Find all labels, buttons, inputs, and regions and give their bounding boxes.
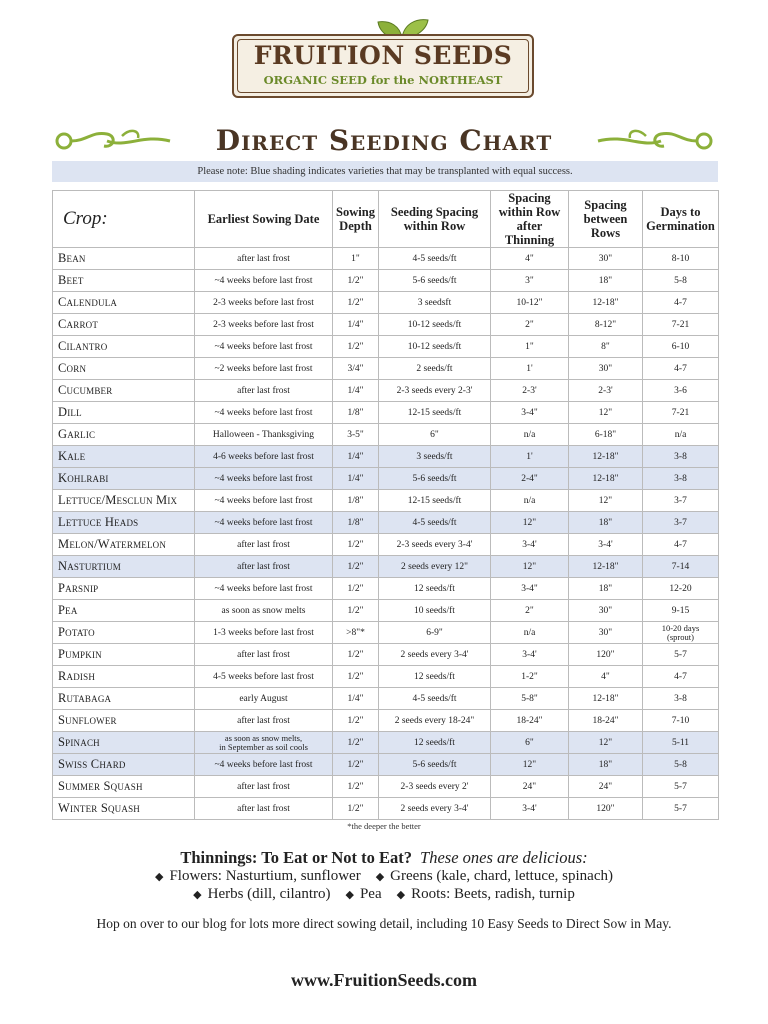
- table-row: [53, 270, 719, 292]
- thinnings-subtitle: These ones are delicious:: [420, 848, 588, 867]
- cell-depth: 1/4": [333, 468, 379, 490]
- seeding-table: [52, 190, 719, 820]
- cell-seeding-spacing: 2 seeds every 12": [379, 556, 491, 578]
- cell-row-spacing: 12-18": [569, 292, 643, 314]
- cell-thinning-spacing: 3-4': [491, 534, 569, 556]
- cell-seeding-spacing: 12 seeds/ft: [379, 578, 491, 600]
- cell-earliest-date: after last frost: [195, 380, 333, 402]
- cell-depth: 1/2": [333, 710, 379, 732]
- cell-germination-days: 12-20: [643, 578, 719, 600]
- cell-germination-days: 7-10: [643, 710, 719, 732]
- cell-seeding-spacing: 12-15 seeds/ft: [379, 490, 491, 512]
- cell-row-spacing: 120": [569, 644, 643, 666]
- cell-crop: Radish: [53, 666, 195, 688]
- cell-germination-days: 9-15: [643, 600, 719, 622]
- cell-depth: 1/2": [333, 776, 379, 798]
- cell-germination-days: 4-7: [643, 666, 719, 688]
- cell-thinning-spacing: 2": [491, 314, 569, 336]
- cell-thinning-spacing: n/a: [491, 622, 569, 644]
- thinnings-flowers: Flowers: Nasturtium, sunflower: [169, 868, 361, 884]
- cell-depth: 1/4": [333, 688, 379, 710]
- table-row: [53, 446, 719, 468]
- cell-depth: 1/4": [333, 380, 379, 402]
- cell-earliest-date: after last frost: [195, 248, 333, 270]
- cell-row-spacing: 12-18": [569, 446, 643, 468]
- cell-row-spacing: 3-4': [569, 534, 643, 556]
- cell-earliest-date: 2-3 weeks before last frost: [195, 292, 333, 314]
- cell-seeding-spacing: 4-5 seeds/ft: [379, 512, 491, 534]
- cell-crop: Pumpkin: [53, 644, 195, 666]
- cell-thinning-spacing: 12": [491, 754, 569, 776]
- cell-row-spacing: 18": [569, 512, 643, 534]
- cell-depth: 3/4": [333, 358, 379, 380]
- table-row: [53, 600, 719, 622]
- cell-thinning-spacing: 24": [491, 776, 569, 798]
- cell-row-spacing: 12-18": [569, 688, 643, 710]
- cell-thinning-spacing: 1': [491, 446, 569, 468]
- diamond-bullet-icon: ◆: [345, 889, 354, 901]
- cell-depth: 1": [333, 248, 379, 270]
- cell-thinning-spacing: 6": [491, 732, 569, 754]
- cell-crop: Corn: [53, 358, 195, 380]
- cell-depth: >8"*: [333, 622, 379, 644]
- cell-germination-days: 3-8: [643, 446, 719, 468]
- cell-seeding-spacing: 6": [379, 424, 491, 446]
- cell-row-spacing: 30": [569, 248, 643, 270]
- cell-crop: Winter Squash: [53, 798, 195, 820]
- cell-germination-days: 7-21: [643, 314, 719, 336]
- cell-seeding-spacing: 2 seeds every 3-4': [379, 798, 491, 820]
- cell-germination-days: n/a: [643, 424, 719, 446]
- table-row: [53, 798, 719, 820]
- cell-germination-days: 3-8: [643, 688, 719, 710]
- header-rows: Spacing between Rows: [569, 191, 643, 248]
- table-row: [53, 754, 719, 776]
- cell-earliest-date: ~2 weeks before last frost: [195, 358, 333, 380]
- cell-thinning-spacing: 1-2": [491, 666, 569, 688]
- thinnings-line-2: [0, 886, 768, 903]
- cell-seeding-spacing: 2 seeds every 18-24": [379, 710, 491, 732]
- cell-row-spacing: 12-18": [569, 468, 643, 490]
- table-row: [53, 776, 719, 798]
- cell-row-spacing: 12": [569, 490, 643, 512]
- cell-depth: 3-5": [333, 424, 379, 446]
- cell-crop: Rutabaga: [53, 688, 195, 710]
- table-row: [53, 732, 719, 754]
- brand-logo: [232, 18, 534, 98]
- cell-seeding-spacing: 5-6 seeds/ft: [379, 754, 491, 776]
- cell-row-spacing: 18": [569, 270, 643, 292]
- cell-germination-days: 4-7: [643, 358, 719, 380]
- cell-earliest-date: ~4 weeks before last frost: [195, 468, 333, 490]
- footnote: *the deeper the better: [347, 821, 421, 831]
- table-row: [53, 556, 719, 578]
- cell-depth: 1/8": [333, 402, 379, 424]
- brand-tagline: ORGANIC SEED for the NORTHEAST: [263, 73, 503, 87]
- header-earliest: Earliest Sowing Date: [195, 191, 333, 248]
- website-link[interactable]: www.FruitionSeeds.com: [291, 970, 477, 990]
- table-row: [53, 666, 719, 688]
- cell-germination-days: 4-7: [643, 534, 719, 556]
- cell-depth: 1/2": [333, 336, 379, 358]
- cell-seeding-spacing: 3 seedsft: [379, 292, 491, 314]
- header-seeding: Seeding Spacing within Row: [379, 191, 491, 248]
- cell-earliest-date: as soon as snow melts, in September as soil cools: [195, 732, 333, 754]
- cell-crop: Lettuce Heads: [53, 512, 195, 534]
- cell-thinning-spacing: 10-12": [491, 292, 569, 314]
- cell-row-spacing: 120": [569, 798, 643, 820]
- cell-seeding-spacing: 2 seeds every 3-4': [379, 644, 491, 666]
- cell-depth: 1/2": [333, 798, 379, 820]
- cell-seeding-spacing: 12 seeds/ft: [379, 666, 491, 688]
- cell-depth: 1/2": [333, 600, 379, 622]
- cell-row-spacing: 2-3': [569, 380, 643, 402]
- cell-depth: 1/2": [333, 732, 379, 754]
- cell-germination-days: 7-14: [643, 556, 719, 578]
- cell-row-spacing: 8": [569, 336, 643, 358]
- table-body: [53, 248, 719, 820]
- cell-germination-days: 5-7: [643, 776, 719, 798]
- cell-thinning-spacing: 18-24": [491, 710, 569, 732]
- cell-thinning-spacing: 5-8": [491, 688, 569, 710]
- cell-thinning-spacing: n/a: [491, 424, 569, 446]
- cell-crop: Swiss Chard: [53, 754, 195, 776]
- table-row: [53, 622, 719, 644]
- thinnings-greens: Greens (kale, chard, lettuce, spinach): [390, 868, 613, 884]
- cell-earliest-date: ~4 weeks before last frost: [195, 578, 333, 600]
- cell-seeding-spacing: 12-15 seeds/ft: [379, 402, 491, 424]
- cell-earliest-date: ~4 weeks before last frost: [195, 490, 333, 512]
- cell-depth: 1/4": [333, 446, 379, 468]
- thinnings-line-1: [0, 868, 768, 885]
- thinnings-title: Thinnings: To Eat or Not to Eat?: [180, 848, 413, 867]
- cell-crop: Kohlrabi: [53, 468, 195, 490]
- cell-thinning-spacing: 2-4": [491, 468, 569, 490]
- table-row: [53, 314, 719, 336]
- table-row: [53, 534, 719, 556]
- cell-thinning-spacing: 1": [491, 336, 569, 358]
- cell-earliest-date: after last frost: [195, 798, 333, 820]
- cell-earliest-date: Halloween - Thanksgiving: [195, 424, 333, 446]
- cell-depth: 1/2": [333, 556, 379, 578]
- table-row: [53, 402, 719, 424]
- cell-crop: Summer Squash: [53, 776, 195, 798]
- cell-earliest-date: ~4 weeks before last frost: [195, 336, 333, 358]
- cell-crop: Lettuce/Mesclun Mix: [53, 490, 195, 512]
- cell-earliest-date: ~4 weeks before last frost: [195, 402, 333, 424]
- cell-crop: Carrot: [53, 314, 195, 336]
- cell-depth: 1/8": [333, 490, 379, 512]
- cell-germination-days: 4-7: [643, 292, 719, 314]
- cell-seeding-spacing: 3 seeds/ft: [379, 446, 491, 468]
- cell-thinning-spacing: 1': [491, 358, 569, 380]
- thinnings-pea: Pea: [359, 886, 382, 902]
- cell-seeding-spacing: 10-12 seeds/ft: [379, 314, 491, 336]
- cell-seeding-spacing: 2 seeds/ft: [379, 358, 491, 380]
- cell-row-spacing: 30": [569, 600, 643, 622]
- cell-seeding-spacing: 10 seeds/ft: [379, 600, 491, 622]
- cell-row-spacing: 30": [569, 622, 643, 644]
- cell-seeding-spacing: 6-9": [379, 622, 491, 644]
- cell-germination-days: 3-6: [643, 380, 719, 402]
- page-title: Direct Seeding Chart: [215, 124, 553, 157]
- cell-depth: 1/2": [333, 270, 379, 292]
- cell-germination-days: 3-8: [643, 468, 719, 490]
- table-row: [53, 336, 719, 358]
- cell-seeding-spacing: 2-3 seeds every 2': [379, 776, 491, 798]
- cell-depth: 1/2": [333, 534, 379, 556]
- cell-depth: 1/2": [333, 644, 379, 666]
- cell-row-spacing: 12": [569, 732, 643, 754]
- cell-germination-days: 5-7: [643, 798, 719, 820]
- cell-row-spacing: 18": [569, 754, 643, 776]
- cell-row-spacing: 8-12": [569, 314, 643, 336]
- cell-thinning-spacing: n/a: [491, 490, 569, 512]
- cell-germination-days: 10-20 days (sprout): [643, 622, 719, 644]
- table-row: [53, 512, 719, 534]
- swirl-ornament-icon: [596, 126, 716, 156]
- table-row: [53, 688, 719, 710]
- thinnings-heading: [0, 848, 768, 868]
- cell-germination-days: 6-10: [643, 336, 719, 358]
- cell-earliest-date: after last frost: [195, 534, 333, 556]
- thinnings-herbs: Herbs (dill, cilantro): [207, 886, 331, 902]
- cell-seeding-spacing: 12 seeds/ft: [379, 732, 491, 754]
- header-days: Days to Germination: [643, 191, 719, 248]
- cell-earliest-date: 4-5 weeks before last frost: [195, 666, 333, 688]
- thinnings-roots: Roots: Beets, radish, turnip: [411, 886, 575, 902]
- table-row: [53, 468, 719, 490]
- table-header-row: [53, 191, 719, 248]
- diamond-bullet-icon: ◆: [375, 871, 385, 883]
- diamond-bullet-icon: ◆: [193, 889, 202, 901]
- cell-crop: Spinach: [53, 732, 195, 754]
- cell-germination-days: 5-11: [643, 732, 719, 754]
- cell-thinning-spacing: 3-4": [491, 578, 569, 600]
- cell-thinning-spacing: 2-3': [491, 380, 569, 402]
- diamond-bullet-icon: ◆: [155, 871, 164, 883]
- cell-crop: Kale: [53, 446, 195, 468]
- shading-note: Please note: Blue shading indicates varieties that may be transplanted with equal success.: [52, 161, 718, 182]
- cell-depth: 1/2": [333, 578, 379, 600]
- title-row: [0, 120, 768, 160]
- cell-thinning-spacing: 3-4': [491, 644, 569, 666]
- table-row: [53, 424, 719, 446]
- cell-earliest-date: 4-6 weeks before last frost: [195, 446, 333, 468]
- cell-depth: 1/4": [333, 314, 379, 336]
- cell-depth: 1/2": [333, 754, 379, 776]
- cell-earliest-date: 1-3 weeks before last frost: [195, 622, 333, 644]
- table-row: [53, 248, 719, 270]
- cell-thinning-spacing: 3-4': [491, 798, 569, 820]
- header-thinning: Spacing within Row after Thinning: [491, 191, 569, 248]
- cell-crop: Beet: [53, 270, 195, 292]
- cell-crop: Pea: [53, 600, 195, 622]
- table-row: [53, 644, 719, 666]
- cell-thinning-spacing: 12": [491, 556, 569, 578]
- cell-thinning-spacing: 2": [491, 600, 569, 622]
- cell-depth: 1/2": [333, 292, 379, 314]
- cell-row-spacing: 30": [569, 358, 643, 380]
- cell-crop: Bean: [53, 248, 195, 270]
- header-depth: Sowing Depth: [333, 191, 379, 248]
- cell-row-spacing: 12-18": [569, 556, 643, 578]
- cell-crop: Garlic: [53, 424, 195, 446]
- cell-crop: Potato: [53, 622, 195, 644]
- cell-earliest-date: after last frost: [195, 556, 333, 578]
- cell-seeding-spacing: 2-3 seeds every 2-3': [379, 380, 491, 402]
- blog-promo: Hop on over to our blog for lots more direct sowing detail, including 10 Easy Seeds to Direct Sow in May.: [96, 916, 672, 931]
- brand-name: FRUITION SEEDS: [253, 41, 513, 70]
- cell-row-spacing: 24": [569, 776, 643, 798]
- cell-seeding-spacing: 5-6 seeds/ft: [379, 270, 491, 292]
- cell-seeding-spacing: 5-6 seeds/ft: [379, 468, 491, 490]
- cell-earliest-date: ~4 weeks before last frost: [195, 754, 333, 776]
- cell-depth: 1/8": [333, 512, 379, 534]
- table-row: [53, 578, 719, 600]
- cell-germination-days: 3-7: [643, 512, 719, 534]
- cell-germination-days: 5-7: [643, 644, 719, 666]
- cell-crop: Calendula: [53, 292, 195, 314]
- cell-crop: Melon/Watermelon: [53, 534, 195, 556]
- cell-crop: Sunflower: [53, 710, 195, 732]
- cell-earliest-date: after last frost: [195, 644, 333, 666]
- cell-thinning-spacing: 12": [491, 512, 569, 534]
- cell-crop: Parsnip: [53, 578, 195, 600]
- diamond-bullet-icon: ◆: [396, 889, 406, 901]
- cell-seeding-spacing: 4-5 seeds/ft: [379, 248, 491, 270]
- cell-germination-days: 8-10: [643, 248, 719, 270]
- cell-thinning-spacing: 4": [491, 248, 569, 270]
- cell-earliest-date: 2-3 weeks before last frost: [195, 314, 333, 336]
- table-row: [53, 292, 719, 314]
- cell-crop: Cilantro: [53, 336, 195, 358]
- cell-germination-days: 5-8: [643, 270, 719, 292]
- cell-crop: Cucumber: [53, 380, 195, 402]
- table-row: [53, 380, 719, 402]
- cell-seeding-spacing: 4-5 seeds/ft: [379, 688, 491, 710]
- cell-germination-days: 5-8: [643, 754, 719, 776]
- header-crop: Crop:: [53, 191, 195, 248]
- cell-thinning-spacing: 3-4": [491, 402, 569, 424]
- cell-germination-days: 7-21: [643, 402, 719, 424]
- cell-crop: Dill: [53, 402, 195, 424]
- cell-row-spacing: 12": [569, 402, 643, 424]
- table-row: [53, 490, 719, 512]
- cell-earliest-date: as soon as snow melts: [195, 600, 333, 622]
- cell-row-spacing: 6-18": [569, 424, 643, 446]
- cell-crop: Nasturtium: [53, 556, 195, 578]
- cell-depth: 1/2": [333, 666, 379, 688]
- cell-row-spacing: 4": [569, 666, 643, 688]
- cell-row-spacing: 18": [569, 578, 643, 600]
- cell-row-spacing: 18-24": [569, 710, 643, 732]
- cell-earliest-date: ~4 weeks before last frost: [195, 270, 333, 292]
- cell-seeding-spacing: 2-3 seeds every 3-4': [379, 534, 491, 556]
- cell-earliest-date: early August: [195, 688, 333, 710]
- table-row: [53, 710, 719, 732]
- cell-seeding-spacing: 10-12 seeds/ft: [379, 336, 491, 358]
- cell-germination-days: 3-7: [643, 490, 719, 512]
- cell-thinning-spacing: 3": [491, 270, 569, 292]
- cell-earliest-date: after last frost: [195, 776, 333, 798]
- cell-earliest-date: ~4 weeks before last frost: [195, 512, 333, 534]
- cell-earliest-date: after last frost: [195, 710, 333, 732]
- table-row: [53, 358, 719, 380]
